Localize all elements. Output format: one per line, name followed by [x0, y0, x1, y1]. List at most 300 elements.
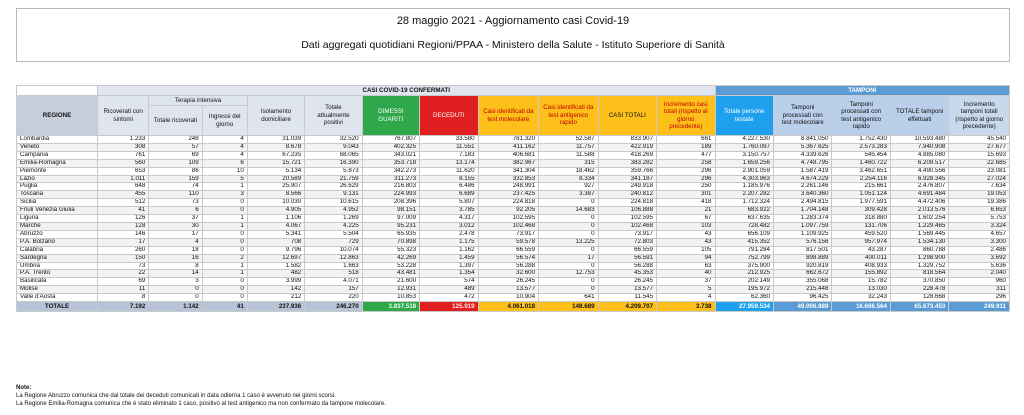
table-cell: 1.283.374	[773, 215, 831, 223]
table-cell: 1.106	[247, 215, 304, 223]
table-cell: 0	[539, 215, 598, 223]
table-cell: 315	[539, 159, 598, 167]
table-cell: 110	[149, 191, 202, 199]
table-cell: 343.021	[362, 151, 419, 159]
table-cell: 355.068	[773, 278, 831, 286]
table-cell: 6.209.517	[890, 159, 948, 167]
region-name: Marche	[17, 222, 98, 230]
table-cell: 189	[657, 143, 715, 151]
table-cell: 8.678	[247, 143, 304, 151]
table-cell: 332.853	[478, 175, 539, 183]
total-cell: 3.837.518	[362, 302, 419, 312]
table-cell: 105	[657, 246, 715, 254]
table-cell: 56.591	[598, 254, 656, 262]
table-cell: 68.065	[305, 151, 362, 159]
col-casi-totali: CASI TOTALI	[598, 96, 656, 136]
group-casi-confermati: CASI COVID-19 CONFERMATI	[98, 86, 715, 96]
table-cell: 1.582	[247, 262, 304, 270]
table-cell: 155.892	[832, 270, 890, 278]
table-cell: 1.229.465	[890, 222, 948, 230]
col-deceduti: DECEDUTI	[420, 96, 478, 136]
table-cell: 1.162	[420, 246, 478, 254]
table-cell: 1.298.900	[890, 254, 948, 262]
table-cell: 157	[305, 286, 362, 294]
table-cell: 1.659.256	[715, 159, 773, 167]
table-cell: 296	[949, 294, 1010, 302]
total-cell: 41	[202, 302, 247, 312]
table-cell: 817.501	[773, 246, 831, 254]
table-cell: 102.595	[598, 215, 656, 223]
total-cell: 7.192	[98, 302, 149, 312]
table-cell: 4.317	[420, 215, 478, 223]
table-cell: 8.334	[539, 175, 598, 183]
notes	[16, 384, 1006, 408]
table-cell: 6.486	[420, 183, 478, 191]
table-row	[17, 143, 1010, 151]
table-cell: 1.712.324	[715, 199, 773, 207]
table-cell: 3.300	[949, 238, 1010, 246]
col-dimessi: DIMESSI GUARITI	[362, 96, 419, 136]
table-cell: 5	[657, 286, 715, 294]
table-cell: 142	[247, 286, 304, 294]
report-subtitle: Dati aggregati quotidiani Regioni/PPAA - Ministero della Salute - Istituto Superiore di Sanità	[301, 39, 725, 51]
table-row	[17, 222, 1010, 230]
table-cell: 1.460.722	[832, 159, 890, 167]
col-incremento: Incremento casi totali (rispetto al giorno precedente)	[657, 96, 715, 136]
table-cell: 7.634	[949, 183, 1010, 191]
table-cell: 67.235	[247, 151, 304, 159]
table-cell: 22.685	[949, 159, 1010, 167]
table-cell: 296	[657, 167, 715, 175]
table-cell: 17	[539, 254, 598, 262]
table-cell: 62.360	[715, 294, 773, 302]
table-cell: 1.569.445	[890, 230, 948, 238]
table-cell: 5.636	[949, 262, 1010, 270]
table-cell: 4.303.963	[715, 175, 773, 183]
region-name: Emilia-Romagna	[17, 159, 98, 167]
region-name: Friuli Venezia Giulia	[17, 207, 98, 215]
table-cell: 4.225	[305, 222, 362, 230]
table-cell: 12.931	[362, 286, 419, 294]
col-ingressi: Ingressi del giorno	[202, 106, 247, 136]
table-cell: 8.841.050	[773, 136, 831, 144]
table-cell: 4.490.556	[890, 167, 948, 175]
table-cell: 574	[420, 278, 478, 286]
table-cell: 9.043	[305, 143, 362, 151]
col-totale-ricoverati: Totale ricoverati	[149, 106, 202, 136]
table-cell: 402.325	[362, 143, 419, 151]
col-tamponi-molecolare: Tamponi processati con test molecolare	[773, 96, 831, 136]
table-cell: 662.672	[773, 270, 831, 278]
total-cell: 16.666.564	[832, 302, 890, 312]
table-cell: 195.972	[715, 286, 773, 294]
total-cell: 246.270	[305, 302, 362, 312]
table-cell: 4.657	[949, 230, 1010, 238]
table-cell: 0	[202, 286, 247, 294]
table-cell: 1.663	[305, 262, 362, 270]
table-cell: 4.674.229	[773, 175, 831, 183]
table-cell: 518	[305, 270, 362, 278]
table-cell: 97.009	[362, 215, 419, 223]
table-cell: 16	[149, 254, 202, 262]
table-cell: 5	[202, 175, 247, 183]
table-cell: 2.573.283	[832, 143, 890, 151]
total-cell: 4.061.018	[478, 302, 539, 312]
table-cell: 52.587	[539, 136, 598, 144]
table-cell: 10.030	[247, 199, 304, 207]
table-cell: 216.803	[362, 183, 419, 191]
region-name: Basilicata	[17, 278, 98, 286]
table-row	[17, 167, 1010, 175]
total-cell: 65.673.453	[890, 302, 948, 312]
table-cell: 69	[149, 151, 202, 159]
table-cell: 0	[202, 278, 247, 286]
table-row	[17, 230, 1010, 238]
table-cell: 43.481	[362, 270, 419, 278]
table-cell: 11.620	[420, 167, 478, 175]
table-cell: 1	[202, 215, 247, 223]
table-cell: 10.593.480	[890, 136, 948, 144]
table-cell: 224.818	[478, 199, 539, 207]
table-cell: 41	[98, 207, 149, 215]
table-cell: 408.933	[832, 262, 890, 270]
region-name: Veneto	[17, 143, 98, 151]
table-cell: 0	[539, 230, 598, 238]
table-cell: 0	[539, 262, 598, 270]
table-cell: 422.919	[598, 143, 656, 151]
col-tamponi-antigenico: Tamponi processati con test antigenico rapido	[832, 96, 890, 136]
table-cell: 9.131	[305, 191, 362, 199]
table-cell: 146	[98, 230, 149, 238]
table-cell: 10.904	[478, 294, 539, 302]
total-cell: 3.738	[657, 302, 715, 312]
table-cell: 10.615	[305, 199, 362, 207]
col-tamponi-totale: TOTALE tamponi effettuati	[890, 96, 948, 136]
table-cell: 224.818	[598, 199, 656, 207]
total-cell: 125.919	[420, 302, 478, 312]
table-cell: 19.053	[949, 191, 1010, 199]
region-name: Campania	[17, 151, 98, 159]
table-cell: 10.074	[305, 246, 362, 254]
table-cell: 43	[657, 238, 715, 246]
table-cell: 66.559	[598, 246, 656, 254]
table-cell: 1	[202, 183, 247, 191]
table-cell: 18.462	[539, 167, 598, 175]
col-antigenico: Casi identificati da test antigenico rapido	[539, 96, 598, 136]
table-row	[17, 207, 1010, 215]
table-cell: 258	[657, 159, 715, 167]
table-cell: 26.245	[478, 278, 539, 286]
table-cell: 2.207.282	[715, 191, 773, 199]
table-cell: 2	[202, 254, 247, 262]
table-cell: 13.030	[832, 286, 890, 294]
table-cell: 4.067	[247, 222, 304, 230]
table-cell: 25.907	[247, 183, 304, 191]
table-cell: 1.602.254	[890, 215, 948, 223]
table-cell: 927	[539, 183, 598, 191]
table-cell: 0	[539, 246, 598, 254]
table-cell: 0	[202, 230, 247, 238]
table-cell: 5.341	[247, 230, 304, 238]
table-cell: 12.753	[539, 270, 598, 278]
table-row	[17, 286, 1010, 294]
table-cell: 3.150.757	[715, 151, 773, 159]
table-cell: 56.288	[478, 262, 539, 270]
table-row	[17, 151, 1010, 159]
table-cell: 728.482	[715, 222, 773, 230]
table-cell: 311.273	[362, 175, 419, 183]
table-cell: 353.718	[362, 159, 419, 167]
table-cell: 418.269	[598, 151, 656, 159]
table-cell: 415.352	[715, 238, 773, 246]
table-cell: 56.574	[478, 254, 539, 262]
table-cell: 957.974	[832, 238, 890, 246]
table-cell: 0	[539, 286, 598, 294]
region-name: Sardegna	[17, 254, 98, 262]
table-cell: 208.396	[362, 199, 419, 207]
table-cell: 1.175	[420, 238, 478, 246]
table-cell: 126	[98, 215, 149, 223]
table-cell: 0	[202, 246, 247, 254]
table-cell: 4	[202, 143, 247, 151]
region-name: Umbria	[17, 262, 98, 270]
table-cell: 2.478	[420, 230, 478, 238]
table-cell: 250	[657, 183, 715, 191]
report-header	[16, 8, 1010, 62]
table-cell: 7.183	[420, 151, 478, 159]
table-cell: 482	[247, 270, 304, 278]
table-cell: 4.472.406	[890, 199, 948, 207]
table-cell: 86	[149, 167, 202, 175]
table-cell: 94	[657, 254, 715, 262]
table-cell: 249.918	[598, 183, 656, 191]
table-cell: 791.284	[715, 246, 773, 254]
table-cell: 4.691.484	[890, 191, 948, 199]
table-cell: 296	[657, 175, 715, 183]
table-cell: 459.520	[832, 230, 890, 238]
table-cell: 767.807	[362, 136, 419, 144]
table-cell: 3.692	[949, 254, 1010, 262]
table-cell: 2.040	[949, 270, 1010, 278]
table-cell: 656.109	[715, 230, 773, 238]
table-cell: 3.387	[539, 191, 598, 199]
table-cell: 13.577	[598, 286, 656, 294]
table-cell: 69	[98, 278, 149, 286]
table-cell: 63	[657, 262, 715, 270]
note-line: La Regione Abruzzo comunica che dal totale dei deceduti comunicati in data odierna 1 caso è avvenuto nei giorni scorsi.	[16, 393, 336, 399]
region-name: Calabria	[17, 246, 98, 254]
table-cell: 59.578	[478, 238, 539, 246]
table-cell: 8.566	[247, 191, 304, 199]
table-cell: 14	[149, 270, 202, 278]
table-cell: 1	[202, 262, 247, 270]
group-tamponi: TAMPONI	[715, 86, 1010, 96]
total-cell: 148.689	[539, 302, 598, 312]
table-cell: 1.760.097	[715, 143, 773, 151]
table-cell: 400.011	[832, 254, 890, 262]
table-cell: 3.462.651	[832, 167, 890, 175]
table-cell: 33.580	[420, 136, 478, 144]
table-cell: 637.635	[715, 215, 773, 223]
table-cell: 1.011	[98, 175, 149, 183]
table-cell: 2.476.807	[890, 183, 948, 191]
table-cell: 1.109.925	[773, 230, 831, 238]
table-cell: 2.261.146	[773, 183, 831, 191]
table-cell: 6	[149, 207, 202, 215]
table-cell: 318.880	[832, 215, 890, 223]
table-cell: 0	[202, 238, 247, 246]
table-cell: 1.233	[98, 136, 149, 144]
table-cell: 5.873	[305, 167, 362, 175]
table-cell: 2.494.815	[773, 199, 831, 207]
table-cell: 72.803	[598, 238, 656, 246]
table-cell: 27.677	[949, 143, 1010, 151]
table-cell: 109	[149, 159, 202, 167]
table-cell: 73	[98, 262, 149, 270]
covid-data-table	[16, 85, 1010, 312]
table-cell: 102.595	[478, 215, 539, 223]
table-cell: 0	[539, 199, 598, 207]
region-name: Molise	[17, 286, 98, 294]
table-cell: 37	[149, 215, 202, 223]
table-cell: 21	[657, 207, 715, 215]
table-cell: 4.227.530	[715, 136, 773, 144]
table-row	[17, 278, 1010, 286]
table-cell: 45.353	[598, 270, 656, 278]
region-name: P.A. Trento	[17, 270, 98, 278]
table-cell: 4	[149, 238, 202, 246]
total-row	[17, 302, 1010, 312]
table-cell: 67	[657, 215, 715, 223]
table-cell: 308	[98, 143, 149, 151]
table-cell: 4	[657, 294, 715, 302]
table-cell: 73.917	[478, 230, 539, 238]
table-cell: 18	[149, 246, 202, 254]
table-cell: 11	[98, 286, 149, 294]
table-cell: 781.320	[478, 136, 539, 144]
region-name: Puglia	[17, 183, 98, 191]
table-cell: 341.187	[598, 175, 656, 183]
table-cell: 3.999	[247, 278, 304, 286]
table-cell: 0	[149, 294, 202, 302]
table-cell: 3.324	[949, 222, 1010, 230]
table-cell: 1.097.759	[773, 222, 831, 230]
col-isolamento: Isolamento domiciliare	[247, 96, 304, 136]
table-cell: 3.640.360	[773, 191, 831, 199]
table-cell: 260	[98, 246, 149, 254]
table-cell: 11.588	[539, 151, 598, 159]
total-cell: 1.142	[149, 302, 202, 312]
table-cell: 12.697	[247, 254, 304, 262]
table-cell: 27.024	[949, 175, 1010, 183]
table-cell: 26.245	[598, 278, 656, 286]
table-cell: 215.661	[832, 183, 890, 191]
table-cell: 248	[149, 136, 202, 144]
col-positivi: Totale attualmente positivi	[305, 96, 362, 136]
table-cell: 2.486	[949, 246, 1010, 254]
table-cell: 3	[149, 278, 202, 286]
table-cell: 1.587.419	[773, 167, 831, 175]
table-row	[17, 199, 1010, 207]
table-cell: 98.151	[362, 207, 419, 215]
table-cell: 5.134	[247, 167, 304, 175]
table-cell: 6.928.345	[890, 175, 948, 183]
table-cell: 818.564	[890, 270, 948, 278]
table-cell: 359.766	[598, 167, 656, 175]
table-cell: 1.329.752	[890, 262, 948, 270]
table-cell: 1	[202, 222, 247, 230]
table-cell: 240.812	[598, 191, 656, 199]
table-row	[17, 183, 1010, 191]
table-cell: 1.051.124	[832, 191, 890, 199]
table-cell: 489	[420, 286, 478, 294]
region-name: Lazio	[17, 175, 98, 183]
table-cell: 4.071	[305, 278, 362, 286]
table-cell: 0	[202, 294, 247, 302]
total-cell: 27.959.534	[715, 302, 773, 312]
table-cell: 26.629	[305, 183, 362, 191]
table-cell: 411.162	[478, 143, 539, 151]
table-cell: 43.287	[832, 246, 890, 254]
table-cell: 31.039	[247, 136, 304, 144]
table-cell: 1.397	[420, 262, 478, 270]
table-cell: 4.885.080	[890, 151, 948, 159]
table-cell: 32.243	[832, 294, 890, 302]
table-cell: 10.853	[362, 294, 419, 302]
table-cell: 13.577	[478, 286, 539, 294]
table-cell: 17	[98, 238, 149, 246]
report-title: 28 maggio 2021 - Aggiornamento casi Covid-19	[396, 15, 630, 27]
table-cell: 70.898	[362, 238, 419, 246]
table-cell: 8.155	[420, 175, 478, 183]
table-cell: 20.589	[247, 175, 304, 183]
table-cell: 545.454	[832, 151, 890, 159]
table-cell: 2.254.116	[832, 175, 890, 183]
table-cell: 40	[657, 270, 715, 278]
table-cell: 43	[657, 230, 715, 238]
table-cell: 375.900	[715, 262, 773, 270]
table-row	[17, 175, 1010, 183]
table-cell: 13.174	[420, 159, 478, 167]
table-cell: 418	[657, 199, 715, 207]
table-cell: 15.693	[949, 151, 1010, 159]
table-cell: 53.228	[362, 262, 419, 270]
table-cell: 11.757	[539, 143, 598, 151]
table-cell: 32.600	[478, 270, 539, 278]
table-cell: 1.459	[420, 254, 478, 262]
table-cell: 220	[305, 294, 362, 302]
table-cell: 202.149	[715, 278, 773, 286]
table-cell: 5.504	[305, 230, 362, 238]
table-cell: 382.967	[478, 159, 539, 167]
table-cell: 5.753	[949, 215, 1010, 223]
col-ricoverati: Ricoverati con sintomi	[98, 96, 149, 136]
table-cell: 648	[98, 183, 149, 191]
table-cell: 8	[149, 262, 202, 270]
table-cell: 1.354	[420, 270, 478, 278]
table-cell: 17	[149, 230, 202, 238]
table-cell: 341.304	[478, 167, 539, 175]
table-cell: 65.935	[362, 230, 419, 238]
table-cell: 73	[149, 199, 202, 207]
table-row	[17, 246, 1010, 254]
table-cell: 729	[305, 238, 362, 246]
table-row	[17, 159, 1010, 167]
table-cell: 455	[98, 191, 149, 199]
table-cell: 11.545	[598, 294, 656, 302]
table-row	[17, 136, 1010, 144]
col-molecolare: Casi identificati da test molecolare	[478, 96, 539, 136]
